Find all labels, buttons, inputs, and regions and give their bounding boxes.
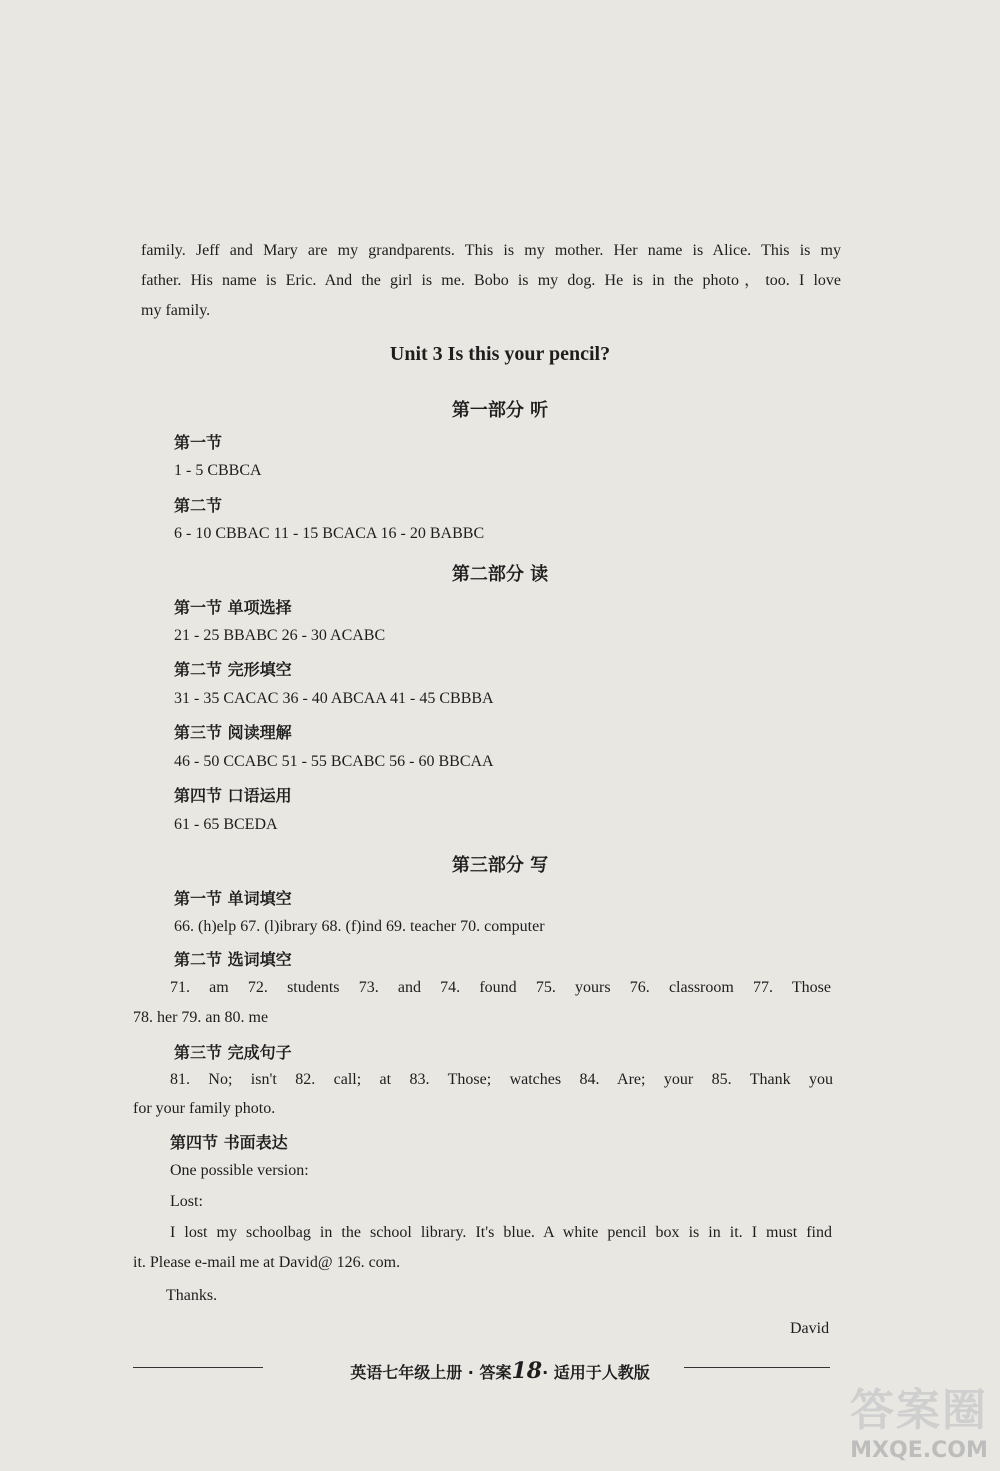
signature: David: [790, 1320, 830, 1337]
part3-sec2-line2: 78. her 79. an 80. me: [133, 1009, 269, 1026]
part3-sec2-line1: 71. am 72. students 73. and 74. found 75. yours 76. classroom 77. Those: [170, 979, 831, 996]
part1-sec2-label: 第二节: [174, 496, 223, 515]
part3-title: 第三部分 写: [451, 855, 549, 876]
unit-title: Unit 3 Is this your pencil?: [389, 343, 611, 365]
part2-sec4-label: 第四节 口语运用: [174, 786, 292, 805]
part3-sec2-label: 第二节 选词填空: [174, 950, 292, 969]
watermark-logo: 答案圈: [850, 1385, 988, 1436]
part2-sec2-answers: 31 - 35 CACAC 36 - 40 ABCAA 41 - 45 CBBBA: [174, 690, 494, 707]
part2-sec4-answers: 61 - 65 BCEDA: [174, 816, 278, 833]
watermark-site: MXQE.COM: [850, 1438, 988, 1463]
part2-title: 第二部分 读: [451, 564, 549, 585]
essay-line-2: it. Please e-mail me at David@ 126. com.: [133, 1254, 401, 1271]
part3-sec3-line1: 81. No; isn't 82. call; at 83. Those; watches 84. Are; your 85. Thank you: [170, 1071, 833, 1088]
part3-sec1-label: 第一节 单词填空: [174, 889, 292, 908]
part2-sec2-label: 第二节 完形填空: [174, 660, 292, 679]
intro-line-1: family. Jeff and Mary are my grandparents. This is my mother. Her name is Alice. This is my: [141, 242, 841, 259]
part1-title: 第一部分 听: [451, 400, 549, 421]
part3-sec3-line2: for your family photo.: [133, 1100, 276, 1117]
footer-title: 英语七年级上册 · 答案: [350, 1363, 512, 1382]
part3-sec4-label: 第四节 书面表达: [170, 1133, 288, 1152]
part1-sec1-label: 第一节: [174, 433, 223, 452]
page-number: 18: [511, 1358, 543, 1384]
part2-sec1-label: 第一节 单项选择: [174, 598, 292, 617]
part2-sec1-answers: 21 - 25 BBABC 26 - 30 ACABC: [174, 627, 386, 644]
part2-sec3-label: 第三节 阅读理解: [174, 723, 292, 742]
part3-sec3-label: 第三节 完成句子: [174, 1043, 292, 1062]
part2-sec3-answers: 46 - 50 CCABC 51 - 55 BCABC 56 - 60 BBCAA: [174, 753, 494, 770]
intro-line-3: my family.: [141, 302, 211, 319]
watermark: [850, 1374, 988, 1463]
intro-line-2: father. His name is Eric. And the girl is me. Bobo is my dog. He is in the photo，too. I love: [141, 272, 841, 289]
possible-version-label: One possible version:: [170, 1162, 309, 1179]
thanks-line: Thanks.: [166, 1287, 218, 1304]
lost-heading: Lost:: [170, 1193, 203, 1210]
part1-sec1-answers: 1 - 5 CBBCA: [174, 462, 262, 479]
footer-edition: · 适用于人教版: [542, 1363, 650, 1382]
part1-sec2-answers: 6 - 10 CBBAC 11 - 15 BCACA 16 - 20 BABBC: [174, 525, 485, 542]
part3-sec1-answers: 66. (h)elp 67. (l)ibrary 68. (f)ind 69. teacher 70. computer: [174, 918, 545, 935]
essay-line-1: I lost my schoolbag in the school library. It's blue. A white pencil box is in it. I must find: [170, 1224, 832, 1241]
